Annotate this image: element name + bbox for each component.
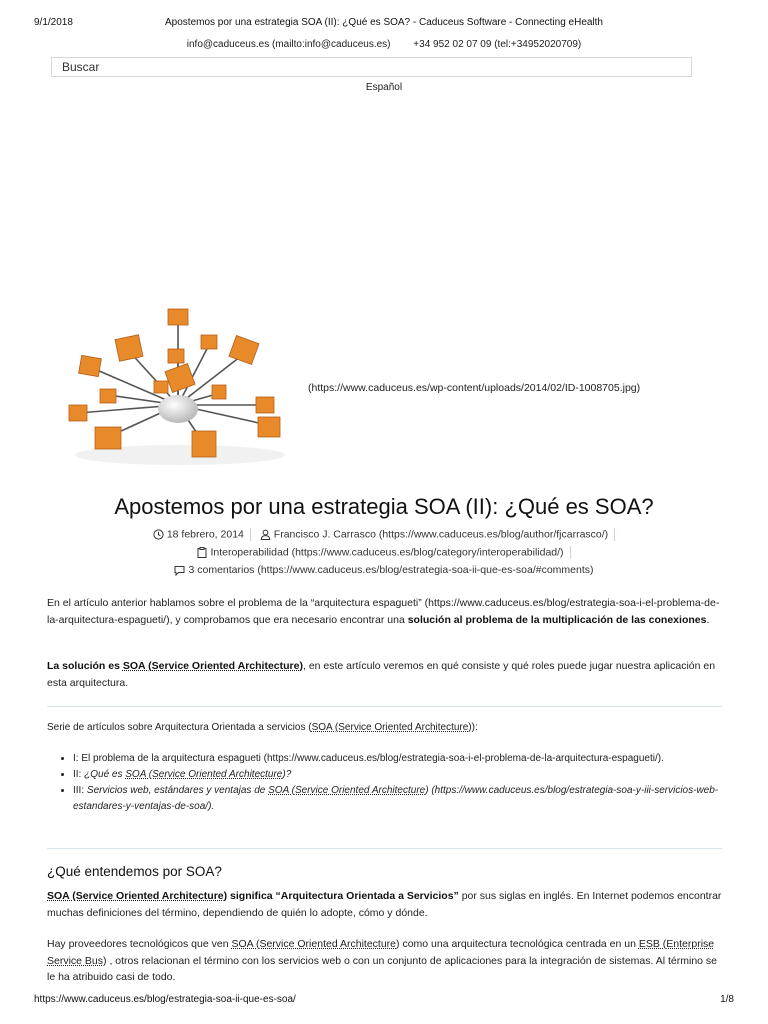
- series-item-3-italic[interactable]: Servicios web, estándares y ventajas de: [86, 785, 269, 796]
- email-link[interactable]: info@caduceus.es (mailto:info@caduceus.es): [186, 39, 391, 50]
- meta-divider: [250, 528, 251, 541]
- divider: [47, 706, 722, 707]
- solution-bold: La solución es: [47, 660, 120, 672]
- divider: [47, 848, 722, 849]
- definition-paragraph: [47, 888, 722, 921]
- soa-abbr[interactable]: SOA (Service Oriented Architecture): [122, 660, 303, 672]
- soa-abbr[interactable]: SOA (Service Oriented Architecture): [125, 769, 286, 780]
- definition-text: por sus siglas en inglés. En Internet podemos encontrar muchas definiciones del término, dependiendo de quién lo adopte, cómo y dónde.: [47, 890, 722, 919]
- series-list: [47, 751, 748, 815]
- clipboard-icon: [197, 547, 207, 558]
- section-heading: ¿Qué entendemos por SOA?: [47, 864, 222, 879]
- page-number: 1/8: [720, 994, 734, 1005]
- intro-text: En el artículo anterior hablamos sobre el problema de la “arquitectura espagueti” (https://www.caduceus.es/blog/estrategia-soa-i-el-problema-de-la-arquitectura-espagueti/), y comprobamos que era necesario encontrar una: [47, 597, 720, 626]
- intro-bold: solución al problema de la multiplicación de las conexiones: [407, 613, 707, 626]
- clock-icon: [153, 529, 164, 540]
- intro-end: .: [706, 613, 710, 626]
- providers-text-c: , otros relacionan el término con los servicios web o con un conjunto de aplicaciones para la integración de sistemas. Al término se le ha atribuido casi de todo.: [47, 954, 718, 983]
- search-input[interactable]: Buscar: [51, 57, 692, 77]
- providers-text-a: Hay proveedores tecnológicos que ven: [47, 938, 232, 950]
- intro-paragraph: [47, 595, 722, 628]
- post-comments-link[interactable]: 3 comentarios (https://www.caduceus.es/blog/estrategia-soa-ii-que-es-soa/#comments): [188, 564, 594, 576]
- series-intro-close: ):: [471, 722, 478, 733]
- print-date: 9/1/2018: [34, 17, 73, 28]
- series-item-2: [73, 767, 748, 783]
- providers-paragraph: [47, 936, 722, 986]
- series-item-1[interactable]: [73, 751, 748, 767]
- series-item-2-suffix: ?: [285, 769, 292, 780]
- comment-icon: [174, 565, 185, 576]
- footer-url: https://www.caduceus.es/blog/estrategia-soa-ii-que-es-soa/: [34, 994, 296, 1005]
- post-date: 18 febrero, 2014: [166, 528, 244, 541]
- soa-abbr[interactable]: SOA (Service Oriented Architecture): [268, 785, 429, 796]
- contact-bar: [0, 39, 768, 50]
- soa-abbr[interactable]: SOA (Service Oriented Architecture): [311, 722, 472, 733]
- article-title: Apostemos por una estrategia SOA (II): ¿Qué es SOA?: [114, 494, 654, 519]
- post-author-link[interactable]: Francisco J. Carrasco (https://www.caduceus.es/blog/author/fjcarrasco/): [273, 528, 609, 541]
- esb-abbr[interactable]: ESB (Enterprise Service Bus): [47, 938, 715, 967]
- meta-divider: [614, 528, 615, 541]
- series-intro: [47, 720, 722, 737]
- post-category-link[interactable]: Interoperabilidad (https://www.caduceus.es/blog/category/interoperabilidad/): [210, 546, 564, 559]
- user-icon: [260, 529, 271, 540]
- meta-divider: [570, 546, 571, 559]
- series-item-2-prefix: II:: [73, 769, 85, 780]
- hero-image-link[interactable]: (https://www.caduceus.es/wp-content/uploads/2014/02/ID-1008705.jpg): [308, 382, 641, 394]
- series-item-3[interactable]: [73, 783, 748, 815]
- series-item-3-suffix[interactable]: (https://www.caduceus.es/blog/estrategia-soa-y-iii-servicios-web-estandares-y-ventajas-de-soa/).: [73, 785, 719, 812]
- soa-abbr[interactable]: SOA (Service Oriented Architecture): [231, 938, 400, 950]
- print-title: Apostemos por una estrategia SOA (II): ¿Qué es SOA? - Caduceus Software - Connecting eHealth: [165, 17, 603, 28]
- hero-image: [60, 305, 310, 470]
- post-meta-row1: [0, 528, 768, 541]
- post-meta-row2: [0, 546, 768, 559]
- solution-text: , en este artículo veremos en qué consiste y qué roles puede jugar nuestra aplicación en esta arquitectura.: [47, 660, 716, 689]
- soa-abbr[interactable]: SOA (Service Oriented Architecture): [47, 890, 228, 902]
- post-meta-row3: [0, 564, 768, 576]
- definition-bold: significa “Arquitectura Orientada a Servicios”: [227, 890, 459, 902]
- series-intro-text: Serie de artículos sobre Arquitectura Orientada a servicios (: [47, 722, 312, 733]
- language-selector[interactable]: Español: [365, 82, 403, 93]
- phone-link[interactable]: +34 952 02 07 09 (tel:+34952020709): [413, 39, 582, 50]
- solution-paragraph: [47, 658, 722, 691]
- series-item-2-italic: ¿Qué es: [84, 769, 126, 780]
- series-item-1-text[interactable]: I: El problema de la arquitectura espagueti (https://www.caduceus.es/blog/estrategia-soa-i-el-problema-de-la-arquitectura-espagueti/).: [73, 753, 664, 764]
- providers-text-b: como una arquitectura tecnológica centrada en un: [399, 938, 639, 950]
- series-item-3-prefix: III:: [73, 785, 87, 796]
